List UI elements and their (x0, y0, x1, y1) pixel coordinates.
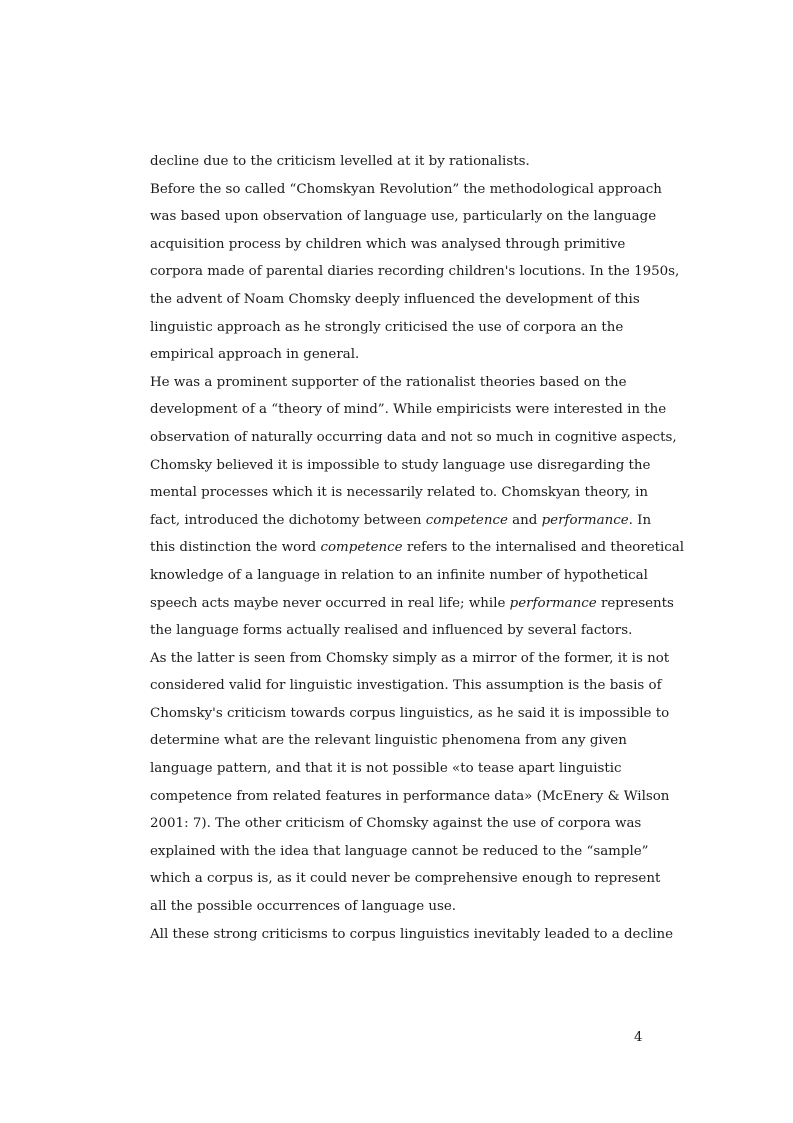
text-segment: fact, introduced the dichotomy between (150, 512, 426, 528)
text-line: development of a “theory of mind”. While empiricists were interested in the (150, 402, 667, 418)
text-line: the language forms actually realised and influenced by several factors. (150, 623, 633, 639)
text-segment: . In (628, 512, 652, 528)
emphasis-term: competence (320, 540, 403, 556)
text-line: determine what are the relevant linguistic phenomena from any given (150, 733, 627, 749)
text-line (150, 590, 674, 618)
text-segment: and (507, 512, 542, 528)
text-line: explained with the idea that language cannot be reduced to the “sample” (150, 843, 649, 859)
text-line: the advent of Noam Chomsky deeply influenced the development of this (150, 291, 640, 307)
page-number: 4 (634, 1030, 643, 1045)
text-line: language pattern, and that it is not possible «to tease apart linguistic (150, 761, 622, 777)
text-line: corpora made of parental diaries recording children's locutions. In the 1950s, (150, 264, 680, 280)
text-segment: refers to the internalised and theoretical (402, 540, 685, 556)
emphasis-term: performance (509, 595, 597, 611)
text-line: Chomsky believed it is impossible to study language use disregarding the (150, 457, 651, 473)
text-line: competence from related features in performance data» (McEnery & Wilson (150, 788, 670, 804)
text-line: acquisition process by children which was analysed through primitive (150, 236, 626, 252)
text-segment: represents (596, 595, 674, 611)
text-line: empirical approach in general. (150, 347, 360, 363)
text-line: 2001: 7). The other criticism of Chomsky against the use of corpora was (150, 816, 642, 832)
text-line: linguistic approach as he strongly criticised the use of corpora an the (150, 319, 624, 335)
emphasis-term: performance (541, 512, 629, 528)
emphasis-term: competence (425, 512, 508, 528)
text-line (150, 507, 650, 535)
text-line: decline due to the criticism levelled at it by rationalists. (150, 154, 530, 169)
text-line: observation of naturally occurring data and not so much in cognitive aspects, (150, 429, 677, 445)
text-line: knowledge of a language in relation to an infinite number of hypothetical (150, 567, 648, 583)
text-line (150, 534, 685, 562)
text-line: All these strong criticisms to corpus linguistics inevitably leaded to a decline (150, 926, 674, 942)
text-line: He was a prominent supporter of the rationalist theories based on the (150, 374, 627, 390)
text-line: Chomsky's criticism towards corpus linguistics, as he said it is impossible to (150, 705, 670, 721)
text-line: mental processes which it is necessarily related to. Chomskyan theory, in (150, 485, 649, 501)
text-line: Before the so called “Chomskyan Revolution” the methodological approach (150, 181, 662, 197)
text-line: which a corpus is, as it could never be comprehensive enough to represent (150, 871, 661, 887)
body-text (150, 148, 685, 948)
text-line: considered valid for linguistic investigation. This assumption is the basis of (150, 678, 662, 694)
text-line: all the possible occurrences of language use. (150, 899, 457, 915)
text-segment: speech acts maybe never occurred in real life; while (150, 595, 510, 611)
text-line: was based upon observation of language use, particularly on the language (150, 209, 657, 225)
text-line: As the latter is seen from Chomsky simply as a mirror of the former, it is not (150, 650, 670, 666)
text-segment: this distinction the word (150, 540, 321, 556)
